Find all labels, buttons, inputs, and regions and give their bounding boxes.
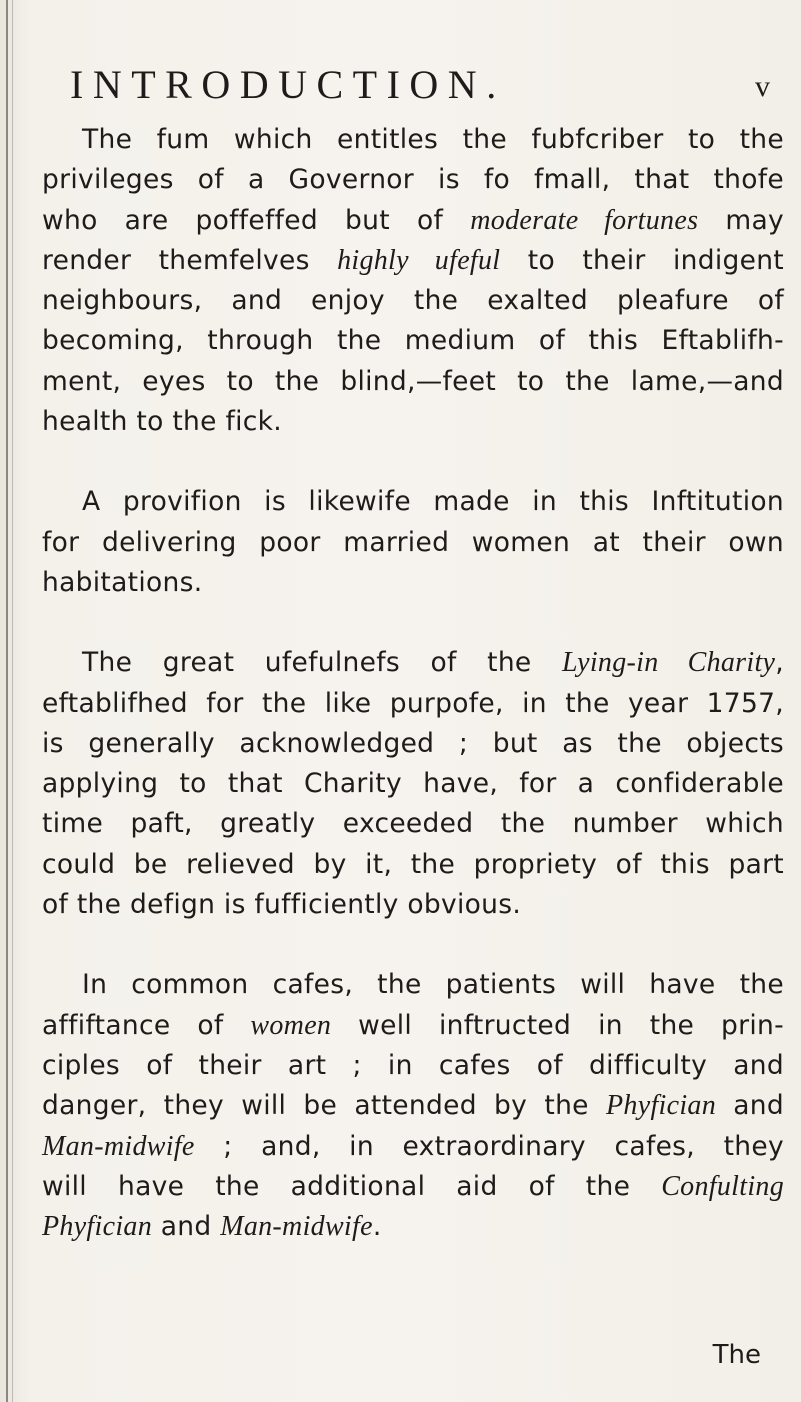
text-line: affiftance of women well inftructed in the prin- xyxy=(42,1009,784,1041)
text-line: ment, eyes to the blind,—feet to the lame,—and xyxy=(42,365,784,397)
text-line: will have the additional aid of the Confulting xyxy=(42,1170,784,1202)
text-line: A provifion is likewife made in this Inftitution xyxy=(82,486,784,518)
text-line: Phyfician and Man-midwife. xyxy=(42,1211,382,1243)
text-line: neighbours, and enjoy the exalted pleafure of xyxy=(42,285,784,317)
text-line: is generally acknowledged ; but as the objects xyxy=(42,727,784,759)
paragraph xyxy=(42,643,784,925)
text-line: privileges of a Governor is fo fmall, that thofe xyxy=(42,164,784,196)
italic-text: Phyfician xyxy=(42,1211,152,1243)
text-line: The fum which entitles the fubfcriber to the xyxy=(82,124,784,155)
page-number: v xyxy=(755,70,770,103)
text-line: habitations. xyxy=(42,566,203,598)
paragraph xyxy=(42,965,784,1247)
italic-text: Man-midwife xyxy=(42,1130,195,1162)
running-head-title: INTRODUCTION. xyxy=(70,62,506,107)
italic-text: moderate fortunes xyxy=(470,204,699,236)
binding-edge-inner xyxy=(12,0,13,1402)
text-line: In common cafes, the patients will have the xyxy=(82,969,784,1001)
text-line: applying to that Charity have, for a confiderable xyxy=(42,768,784,800)
text-line: of the defign is fufficiently obvious. xyxy=(42,889,522,921)
italic-text: Phyfician xyxy=(606,1090,717,1122)
catchword: The xyxy=(712,1340,761,1370)
text-line: health to the fick. xyxy=(42,406,282,438)
text-line: eftablifhed for the like purpofe, in the year 1757, xyxy=(42,687,784,719)
text-line: for delivering poor married women at their own xyxy=(42,526,784,558)
binding-edge xyxy=(6,0,8,1402)
italic-text: Confulting xyxy=(661,1170,784,1202)
paragraph xyxy=(42,120,784,442)
italic-text: highly ufeful xyxy=(337,244,501,276)
italic-text: women xyxy=(250,1009,332,1041)
text-line: Man-midwife ; and, in extraordinary cafes, they xyxy=(42,1130,784,1162)
body-text xyxy=(42,120,784,1287)
text-line: The great ufefulnefs of the Lying-in Charity, xyxy=(82,647,784,679)
text-line: who are poffeffed but of moderate fortunes may xyxy=(42,204,784,236)
text-line: danger, they will be attended by the Phyfician and xyxy=(42,1090,784,1122)
text-line: could be relieved by it, the propriety of this part xyxy=(42,848,784,880)
text-line: render themfelves highly ufeful to their indigent xyxy=(42,244,785,276)
text-line: becoming, through the medium of this Eftablifh- xyxy=(42,325,784,357)
paragraph xyxy=(42,482,784,603)
italic-text: Man-midwife xyxy=(220,1211,373,1243)
running-head xyxy=(70,60,770,110)
text-line: time paft, greatly exceeded the number which xyxy=(42,808,784,840)
text-line: ciples of their art ; in cafes of difficulty and xyxy=(42,1049,784,1081)
italic-text: Lying-in Charity xyxy=(562,647,776,679)
